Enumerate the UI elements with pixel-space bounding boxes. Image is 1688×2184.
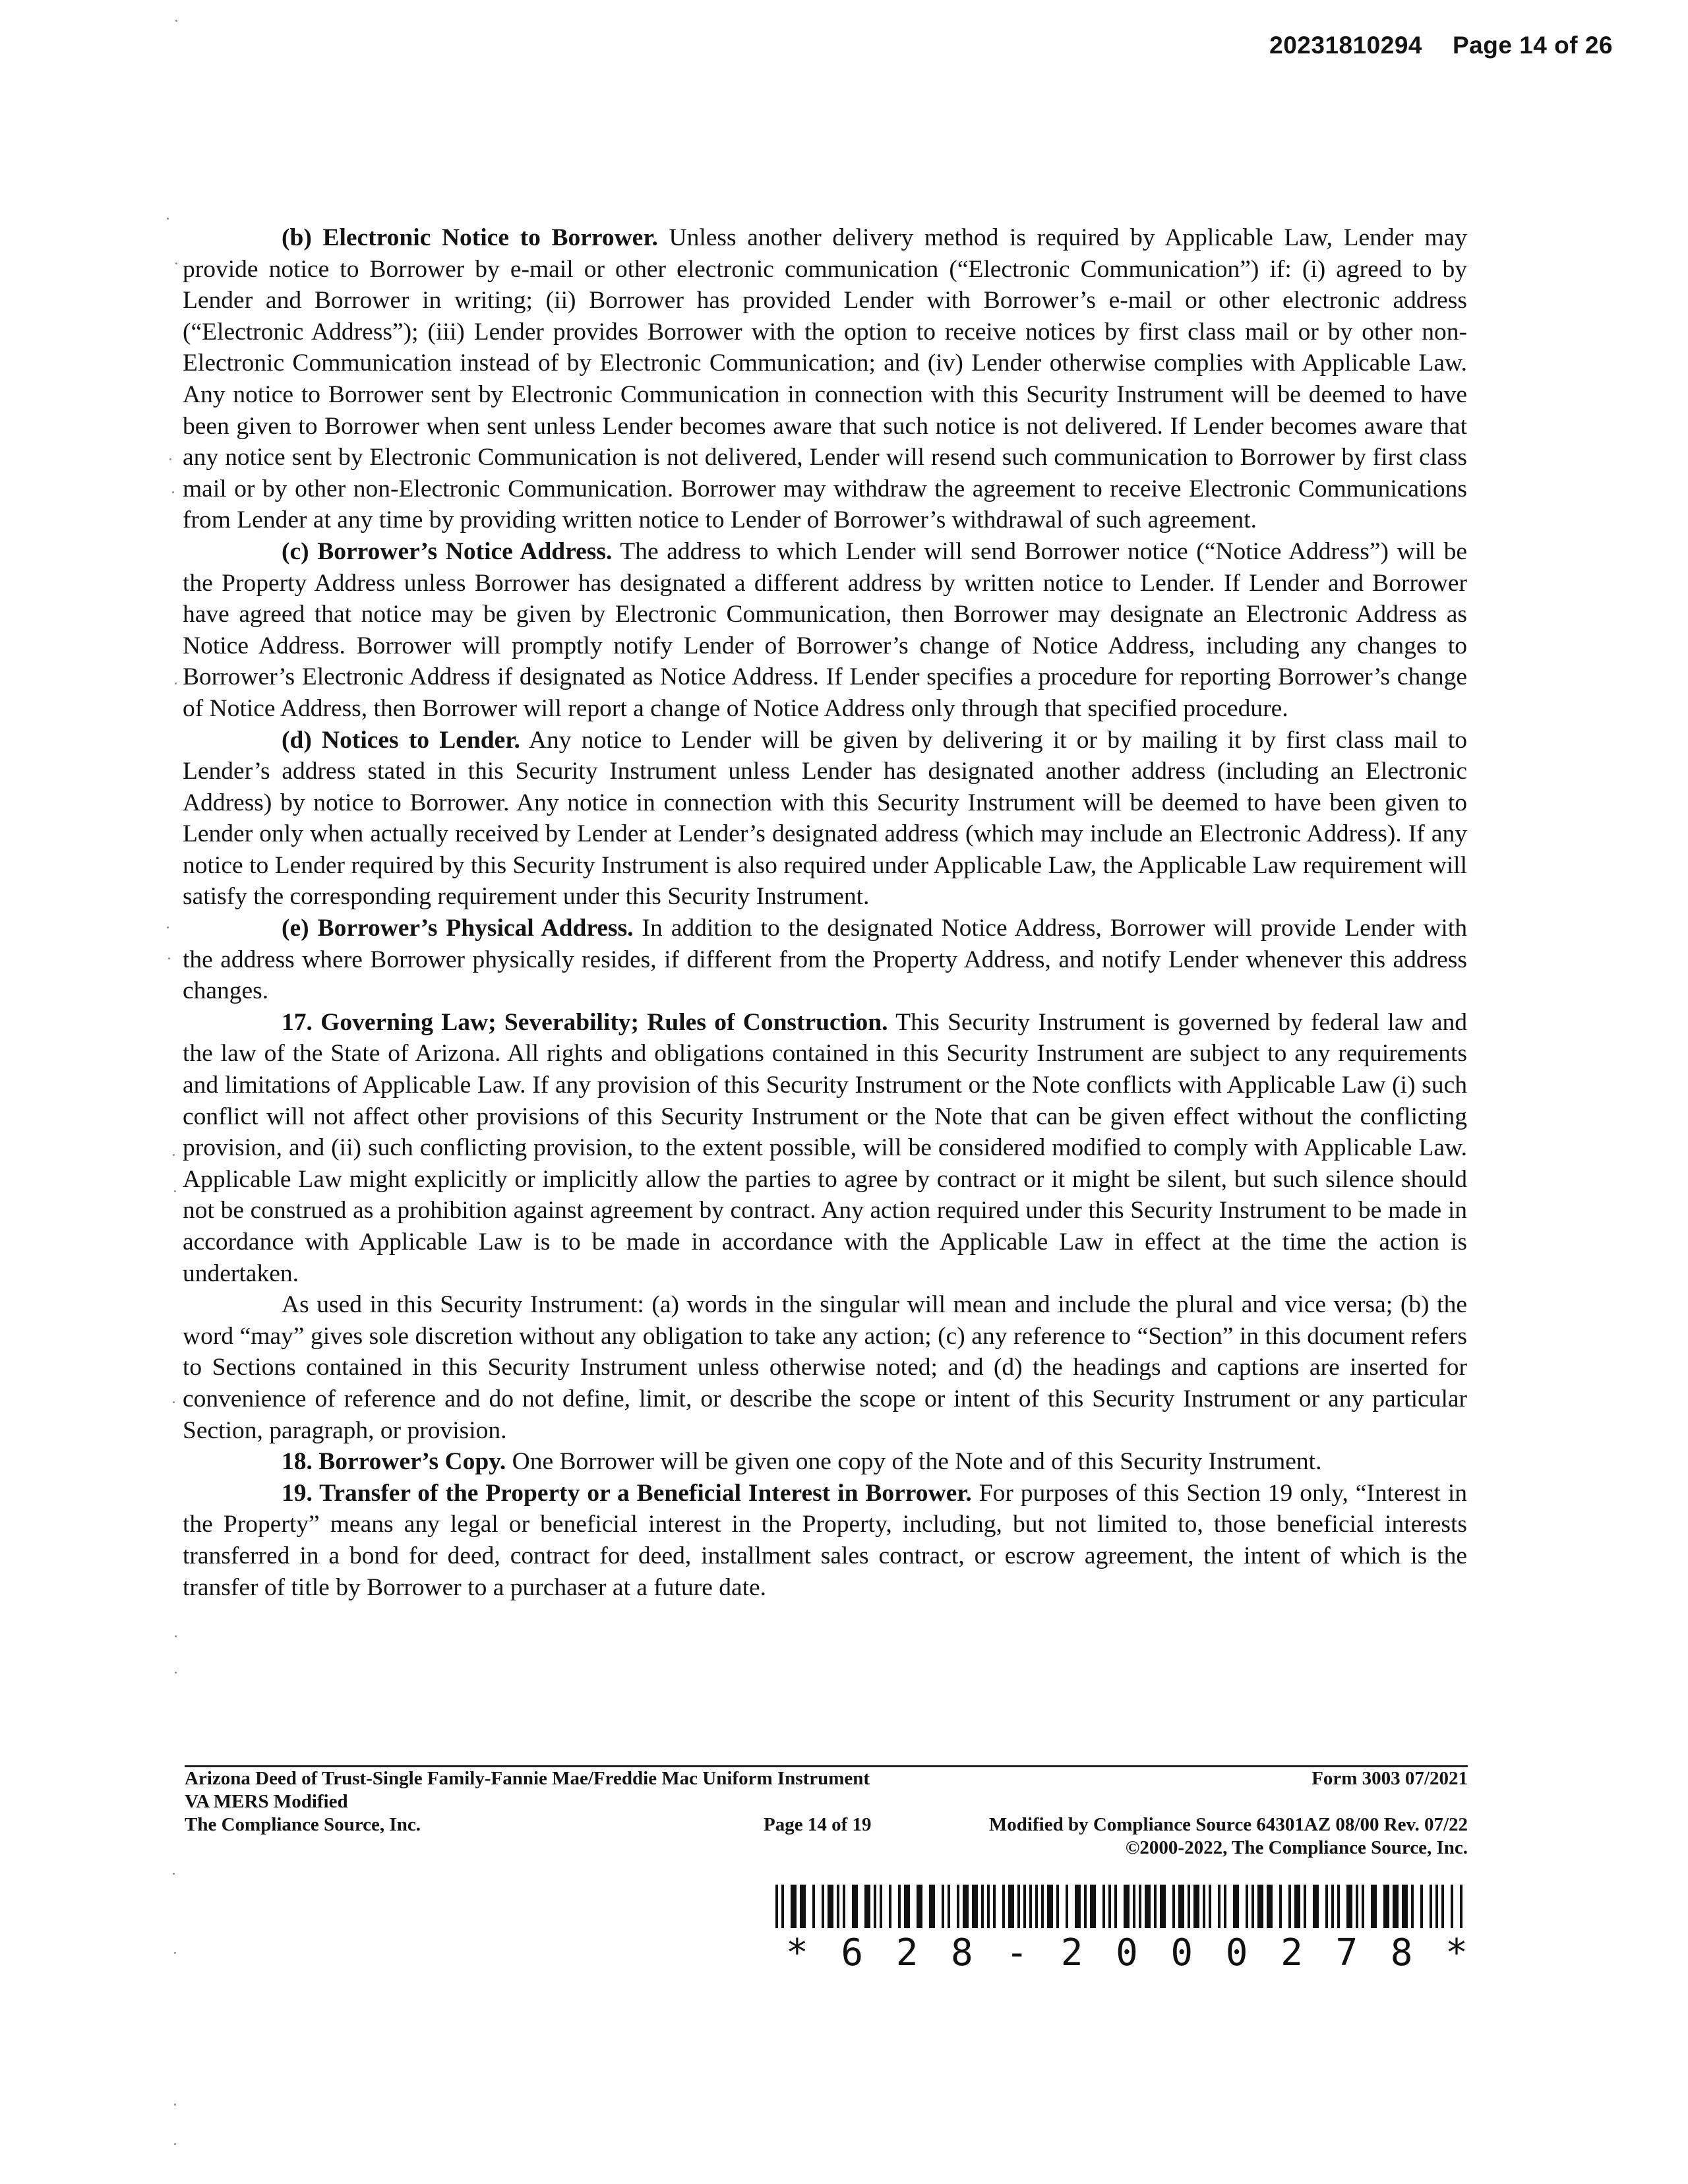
section-heading: 18. Borrower’s Copy. bbox=[282, 1448, 506, 1476]
paragraph-text: In addition to the designated Notice Address, Borrower will provide Lender with the address where Borrower physically resides, if different from the Property Address, and notify Lender whenever this address changes. bbox=[183, 915, 1468, 1005]
section-text: For purposes of this Section 19 only, “Interest in the Property” means any legal or beneficial interest in the Property, including, but not limited to, those beneficial interests transferred in a bond for deed, contract for deed, installment sales contract, or escrow agreement, the intent of which is the transfer of title by Borrower to a purchaser at a future date. bbox=[183, 1479, 1467, 1601]
barcode-bar bbox=[1267, 1885, 1273, 1928]
barcode-char: - bbox=[1006, 1931, 1029, 1974]
barcode-bar bbox=[1430, 1885, 1432, 1928]
barcode-bar bbox=[837, 1885, 839, 1928]
paragraph-notices-to-lender bbox=[183, 725, 1467, 913]
paragraph-text: The address to which Lender will send Borrower notice (“Notice Address”) will be the Property Address unless Borrower has designated a different address by written notice to Lender. If Lender and Borrower have agreed that notice may be given by Electronic Communication, then Borrower may designate an Electronic Address as Notice Address. Borrower will promptly notify Lender of Borrower’s change of Notice Address, including any changes to Borrower’s Electronic Address if designated as Notice Address. If Lender specifies a procedure for reporting Borrower’s change of Notice Address, then Borrower will report a change of Notice Address only through that specified procedure. bbox=[183, 537, 1467, 722]
barcode-bar bbox=[828, 1885, 833, 1928]
footer-modified-label: VA MERS Modified bbox=[185, 1791, 348, 1812]
barcode-bar bbox=[1035, 1885, 1038, 1928]
footer-form-number: Form 3003 07/2021 bbox=[1311, 1768, 1468, 1789]
barcode-bar bbox=[1188, 1885, 1190, 1928]
paragraph-notice-address bbox=[183, 536, 1467, 725]
section-17-construction bbox=[183, 1289, 1467, 1446]
paragraph-text: Unless another delivery method is required by Applicable Law, Lender may provide notice to Borrower by e-mail or other electronic communication (“Electronic Communication”) if: (i) agreed to by Lender and Borrower in writing; (ii) Borrower has provided Lender with Borrower’s e-mail or other electronic address (“Electronic Address”); (iii) Lender provides Borrower with the option to receive notices by first class mail or by other non-Electronic Communication instead of by Electronic Communication; and (iv) Lender otherwise complies with Applicable Law. Any notice to Borrower sent by Electronic Communication in connection with this Security Instrument will be deemed to have been given to Borrower when sent unless Lender becomes aware that such notice is not delivered. If Lender becomes aware that any notice sent by Electronic Communication is not delivered, Lender will resend such communication to Borrower by first class mail or by other non-Electronic Communication. Borrower may withdraw the agreement to receive Electronic Communications from Lender at any time by providing written notice to Lender of Borrower’s withdrawal of such agreement. bbox=[183, 224, 1467, 534]
document-footer bbox=[185, 1765, 1468, 1860]
barcode-bar bbox=[1084, 1885, 1087, 1928]
section-heading: 19. Transfer of the Property or a Beneficial Interest in Borrower. bbox=[282, 1479, 972, 1507]
barcode-bar bbox=[1017, 1885, 1020, 1928]
scan-speck bbox=[174, 2143, 176, 2145]
barcode-bar bbox=[1160, 1885, 1166, 1928]
barcode-bar bbox=[1008, 1885, 1014, 1928]
barcode-bar bbox=[1356, 1885, 1358, 1928]
paragraph-heading: (c) Borrower’s Notice Address. bbox=[282, 537, 613, 565]
document-body bbox=[183, 222, 1467, 1603]
scan-speck bbox=[175, 682, 177, 684]
barcode-bar bbox=[1066, 1885, 1068, 1928]
barcode-char: * bbox=[786, 1931, 808, 1974]
barcode-bar bbox=[1435, 1885, 1438, 1928]
barcode-bar bbox=[904, 1885, 910, 1928]
section-heading: 17. Governing Law; Severability; Rules of Construction. bbox=[282, 1008, 888, 1036]
footer-copyright: ©2000-2022, The Compliance Source, Inc. bbox=[1125, 1837, 1468, 1858]
barcode-bar bbox=[1251, 1885, 1254, 1928]
barcode-bar bbox=[1041, 1885, 1044, 1928]
barcode-bar bbox=[1114, 1885, 1117, 1928]
scan-speck bbox=[175, 1672, 177, 1674]
barcode-bar bbox=[791, 1885, 797, 1928]
scan-speck bbox=[173, 1401, 175, 1403]
barcode-char: 8 bbox=[1390, 1931, 1413, 1974]
barcode-bar bbox=[1346, 1885, 1352, 1928]
barcode-bar bbox=[957, 1885, 959, 1928]
barcode-bar bbox=[812, 1885, 815, 1928]
footer-page-number: Page 14 of 19 bbox=[764, 1814, 872, 1835]
barcode-bar bbox=[1383, 1885, 1389, 1928]
barcode-text bbox=[786, 1933, 1468, 1973]
barcode-bar bbox=[1056, 1885, 1059, 1928]
barcode-bar bbox=[874, 1885, 876, 1928]
barcode-bar bbox=[1393, 1885, 1399, 1928]
barcode-bar bbox=[1224, 1885, 1226, 1928]
barcode-bar bbox=[1362, 1885, 1364, 1928]
barcode-bar bbox=[929, 1885, 935, 1928]
barcode-bar bbox=[1246, 1885, 1248, 1928]
barcode-char: 2 bbox=[1060, 1931, 1083, 1974]
barcode-bar bbox=[1371, 1885, 1377, 1928]
section-18-borrowers-copy bbox=[183, 1446, 1467, 1478]
section-17-governing-law bbox=[183, 1007, 1467, 1289]
scan-speck bbox=[175, 1635, 177, 1637]
paragraph-electronic-notice bbox=[183, 222, 1467, 536]
scan-speck bbox=[173, 1873, 175, 1875]
barcode-bar bbox=[1209, 1885, 1211, 1928]
barcode-bar bbox=[1331, 1885, 1334, 1928]
barcode-char: * bbox=[1445, 1931, 1468, 1974]
barcode-char: 0 bbox=[1170, 1931, 1193, 1974]
barcode-char: 7 bbox=[1335, 1931, 1358, 1974]
scan-speck bbox=[167, 926, 169, 928]
footer-company: The Compliance Source, Inc. bbox=[185, 1814, 421, 1835]
barcode-bar bbox=[1402, 1885, 1408, 1928]
barcode-bar bbox=[1325, 1885, 1328, 1928]
section-text: As used in this Security Instrument: (a) words in the singular will mean and include the plural and vice versa; (b) the word “may” gives sole discretion without any obligation to take any action; (c) any reference to “Section” in this document refers to Sections contained in this Security Instrument unless otherwise noted; and (d) the headings and captions are inserted for convenience of reference and do not define, limit, or describe the scope or intent of this Security Instrument or any particular Section, paragraph, or provision. bbox=[183, 1291, 1467, 1444]
document-header bbox=[1269, 32, 1613, 59]
barcode-bar bbox=[1102, 1885, 1105, 1928]
barcode-bar bbox=[1420, 1885, 1423, 1928]
barcode-bar bbox=[1154, 1885, 1157, 1928]
barcode-bar bbox=[1047, 1885, 1053, 1928]
page-counter: Page 14 of 26 bbox=[1452, 32, 1613, 59]
barcode-bar bbox=[993, 1885, 996, 1928]
section-19-transfer bbox=[183, 1478, 1467, 1603]
barcode-bar bbox=[1257, 1885, 1263, 1928]
barcode-bar bbox=[1108, 1885, 1111, 1928]
scan-speck bbox=[173, 1154, 175, 1156]
scan-speck bbox=[174, 2104, 176, 2106]
barcode-bar bbox=[1411, 1885, 1414, 1928]
barcode-bar bbox=[972, 1885, 978, 1928]
barcode-bar bbox=[800, 1885, 806, 1928]
barcode-bar bbox=[852, 1885, 858, 1928]
barcode-bar bbox=[1090, 1885, 1096, 1928]
barcode-bar bbox=[1233, 1885, 1239, 1928]
barcode-bar bbox=[1193, 1885, 1199, 1928]
barcode-bar bbox=[1441, 1885, 1444, 1928]
barcode-bar bbox=[822, 1885, 824, 1928]
barcode-bar bbox=[1460, 1885, 1462, 1928]
barcode-bar bbox=[948, 1885, 950, 1928]
barcode-char: 6 bbox=[841, 1931, 864, 1974]
paragraph-heading: (e) Borrower’s Physical Address. bbox=[282, 915, 634, 942]
barcode-bar bbox=[1124, 1885, 1130, 1928]
barcode-bar bbox=[1172, 1885, 1175, 1928]
footer-modified-by: Modified by Compliance Source 64301AZ 08/00 Rev. 07/22 bbox=[988, 1814, 1468, 1835]
barcode-bar bbox=[942, 1885, 944, 1928]
paragraph-text: Any notice to Lender will be given by delivering it or by mailing it by first class mail to Lender’s address stated in this Security Instrument unless Lender has designated another address (including an Electronic Address) by notice to Borrower. Any notice in connection with this Security Instrument will be deemed to have been given to Lender only when actually received by Lender at Lender’s designated address (which may include an Electronic Address). If any notice to Lender required by this Security Instrument is also required under Applicable Law, the Applicable Law requirement will satisfy the corresponding requirement under this Security Instrument. bbox=[183, 726, 1468, 911]
barcode-char: 0 bbox=[1116, 1931, 1138, 1974]
scan-speck bbox=[174, 1952, 176, 1954]
scan-speck bbox=[175, 20, 177, 22]
barcode-bar bbox=[1029, 1885, 1032, 1928]
barcode-char: 0 bbox=[1225, 1931, 1248, 1974]
barcode-char: 2 bbox=[895, 1931, 919, 1974]
barcode-bar bbox=[1451, 1885, 1453, 1928]
barcode-bar bbox=[781, 1885, 784, 1928]
barcode-bar bbox=[1139, 1885, 1141, 1928]
scan-speck bbox=[169, 458, 171, 460]
barcode-bar bbox=[1145, 1885, 1151, 1928]
barcode-bar bbox=[1178, 1885, 1184, 1928]
barcode-bar bbox=[1313, 1885, 1319, 1928]
paragraph-heading: (d) Notices to Lender. bbox=[282, 726, 520, 754]
section-text: This Security Instrument is governed by federal law and the law of the State of Arizona. All rights and obligations contained in this Security Instrument are subject to any requirements and limitations of Applicable Law. If any provision of this Security Instrument or the Note conflicts with Applicable Law (i) such conflict will not affect other provisions of this Security Instrument or the Note that can be given effect without the conflicting provision, and (ii) such conflicting provision, to the extent possible, will be considered modified to comply with Applicable Law. Applicable Law might explicitly or implicitly allow the parties to agree by contract or it might be silent, but such silence should not be construed as a prohibition against agreement by contract. Any action required under this Security Instrument to be made in accordance with Applicable Law is to be made in accordance with the Applicable Law in effect at the time the action is undertaken. bbox=[183, 1008, 1467, 1287]
barcode-bar bbox=[1133, 1885, 1135, 1928]
scan-speck bbox=[168, 957, 170, 959]
paragraph-heading: (b) Electronic Notice to Borrower. bbox=[282, 224, 658, 251]
barcode-bar bbox=[775, 1885, 778, 1928]
barcode-bar bbox=[1075, 1885, 1081, 1928]
scan-speck bbox=[172, 491, 174, 493]
barcode-bar bbox=[981, 1885, 984, 1928]
barcode-bar bbox=[898, 1885, 901, 1928]
barcode-bar bbox=[889, 1885, 891, 1928]
barcode-bar bbox=[1288, 1885, 1291, 1928]
barcode-bar bbox=[1203, 1885, 1205, 1928]
barcode-bar bbox=[1023, 1885, 1026, 1928]
barcode-bar bbox=[1337, 1885, 1340, 1928]
scan-speck bbox=[175, 262, 177, 264]
barcode-bar bbox=[987, 1885, 990, 1928]
barcode-char: 2 bbox=[1281, 1931, 1303, 1974]
barcode-bar bbox=[917, 1885, 922, 1928]
scan-speck bbox=[167, 218, 169, 220]
barcode-bar bbox=[843, 1885, 845, 1928]
barcode-bar bbox=[1002, 1885, 1005, 1928]
section-text: One Borrower will be given one copy of the Note and of this Security Instrument. bbox=[506, 1448, 1322, 1476]
barcode-bar bbox=[880, 1885, 882, 1928]
barcode-bar bbox=[963, 1885, 969, 1928]
barcode-bar bbox=[1279, 1885, 1282, 1928]
barcode-bar bbox=[864, 1885, 870, 1928]
barcode-bar bbox=[1218, 1885, 1221, 1928]
scan-speck bbox=[174, 1190, 176, 1192]
barcode-bar bbox=[1294, 1885, 1300, 1928]
document-number: 20231810294 bbox=[1269, 32, 1422, 59]
paragraph-physical-address bbox=[183, 913, 1467, 1007]
barcode-char: 8 bbox=[951, 1931, 973, 1974]
barcode-bar bbox=[1304, 1885, 1306, 1928]
footer-form-title: Arizona Deed of Trust-Single Family-Fannie Mae/Freddie Mac Uniform Instrument bbox=[185, 1768, 870, 1789]
